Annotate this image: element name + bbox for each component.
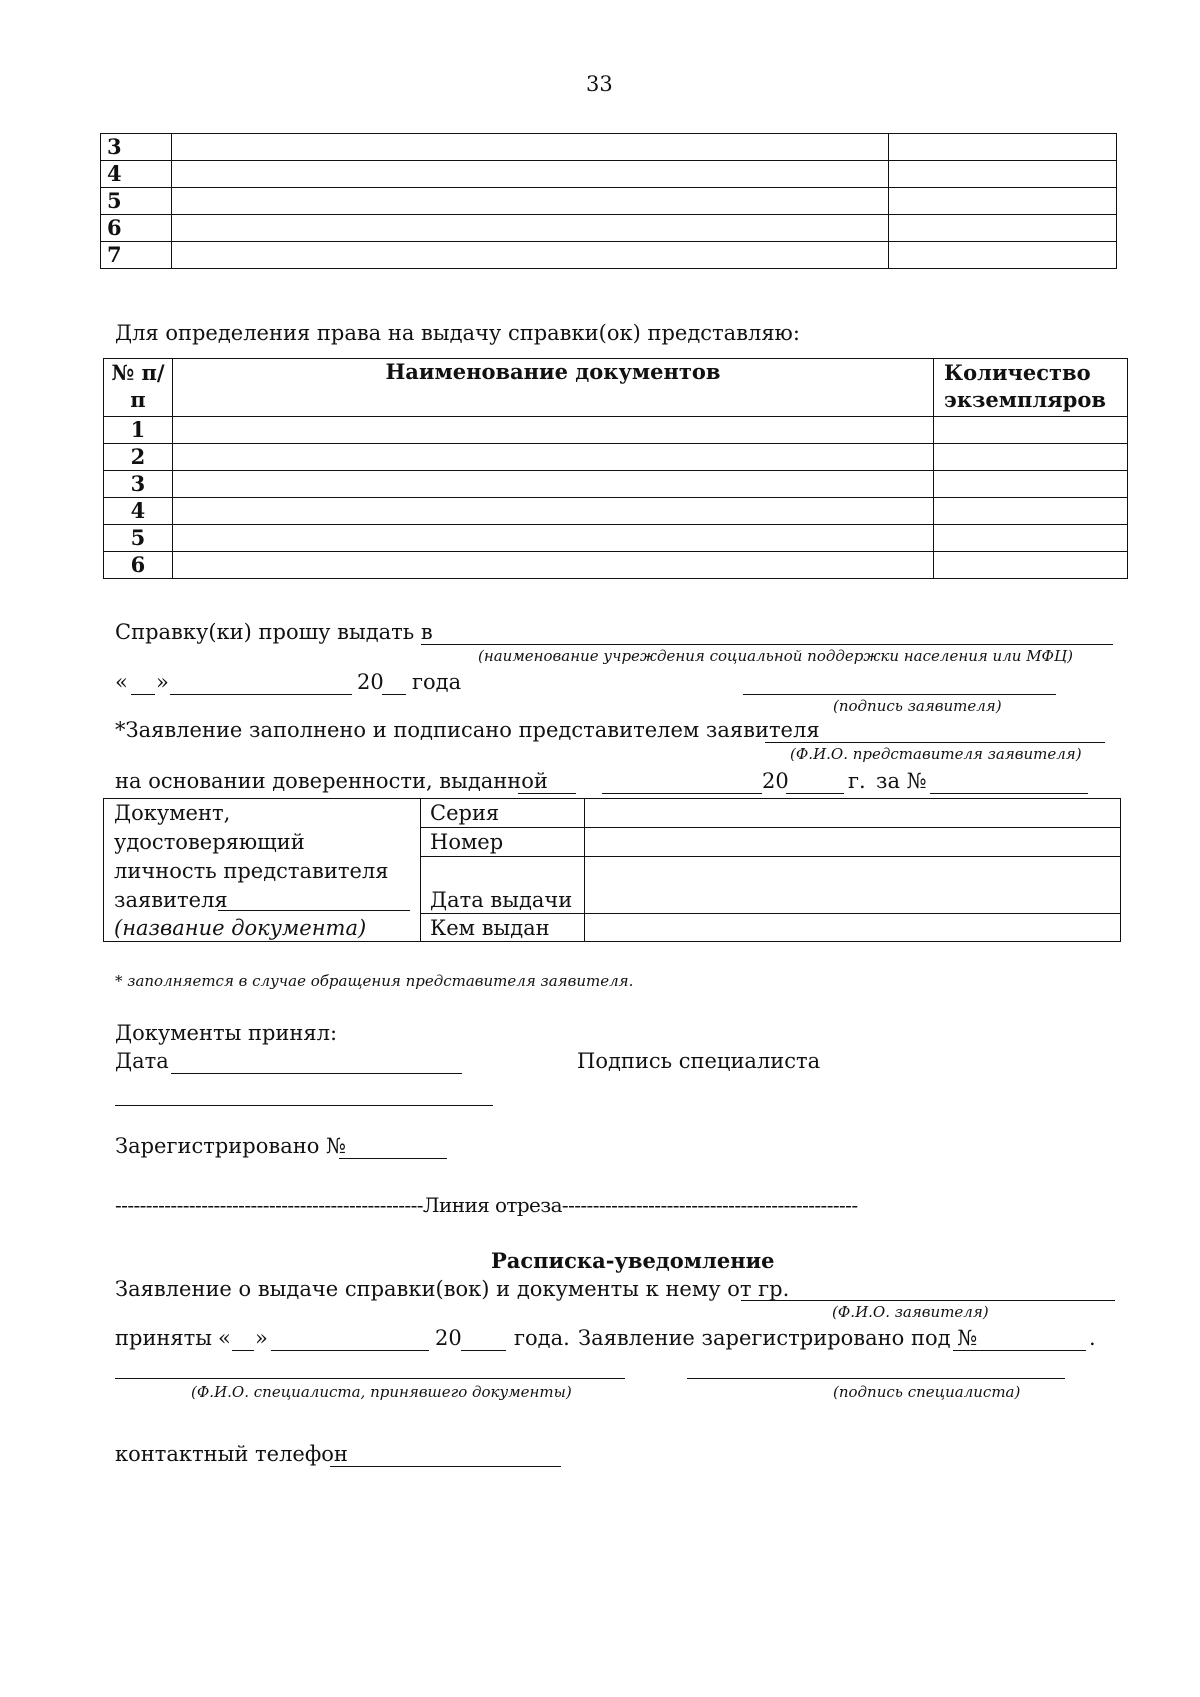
phone-field[interactable] [330, 1466, 561, 1467]
proxy-year-field[interactable] [786, 793, 844, 794]
receipt-month-field[interactable] [271, 1350, 429, 1351]
series-field[interactable] [586, 799, 1120, 826]
representative-fio-field[interactable] [765, 742, 1105, 743]
receipt-quote-close: » [255, 1326, 268, 1350]
proxy-label: на основании доверенности, выданной [115, 769, 548, 793]
specialist-signature-field[interactable] [115, 1105, 493, 1106]
registered-label: Зарегистрировано № [115, 1134, 346, 1158]
receipt-registration-number-field[interactable] [953, 1350, 1086, 1351]
table-row-number: 5 [104, 525, 173, 552]
table-cell[interactable] [934, 525, 1128, 552]
receipt-registered-text: Заявление зарегистрировано под № [578, 1326, 978, 1350]
number-label: Номер [430, 830, 504, 854]
table-row-number: 2 [104, 444, 173, 471]
table-cell[interactable] [934, 552, 1128, 579]
day-field[interactable] [131, 694, 155, 695]
representative-fio-caption: (Ф.И.О. представителя заявителя) [790, 745, 1082, 763]
table-row-number: 6 [101, 215, 172, 242]
table-row-number: 1 [104, 417, 173, 444]
month-field[interactable] [170, 694, 352, 695]
table-cell[interactable] [889, 242, 1117, 269]
proxy-month-field[interactable] [602, 793, 762, 794]
page-number: 33 [586, 72, 613, 96]
receipt-year-prefix: 20 [435, 1326, 462, 1350]
proxy-year-suffix: г. [848, 769, 866, 793]
representative-statement: *Заявление заполнено и подписано представителем заявителя [115, 718, 820, 742]
quote-open: « [115, 670, 128, 694]
table-cell[interactable] [172, 552, 933, 579]
year-prefix: 20 [357, 670, 384, 694]
issue-label: Справку(ки) прошу выдать в [115, 620, 433, 644]
proxy-number-label: за № [876, 769, 927, 793]
divider [420, 856, 1120, 857]
phone-label: контактный телефон [115, 1442, 348, 1466]
id-doc-label-line2: удостоверяющий [114, 830, 305, 854]
footnote: * заполняется в случае обращения представителя заявителя. [115, 972, 634, 990]
table-row-number: 4 [104, 498, 173, 525]
table-cell[interactable] [934, 498, 1128, 525]
header-name: Наименование документов [172, 359, 933, 417]
receipt-day-field[interactable] [232, 1350, 254, 1351]
table-cell[interactable] [171, 215, 888, 242]
issued-by-field[interactable] [586, 915, 1120, 941]
table-cell[interactable] [171, 242, 888, 269]
registration-number-field[interactable] [339, 1158, 447, 1159]
table-cell[interactable] [171, 161, 888, 188]
table-cell[interactable] [889, 134, 1117, 161]
divider [420, 827, 1120, 828]
proxy-day-field[interactable] [518, 793, 576, 794]
quote-close: » [156, 670, 169, 694]
receipt-year-field[interactable] [461, 1350, 506, 1351]
divider [420, 799, 421, 941]
id-doc-label-line1: Документ, [114, 801, 231, 825]
id-doc-label-line4: заявителя [114, 888, 228, 912]
accepted-date-field[interactable] [171, 1073, 462, 1074]
continuation-table [100, 133, 1117, 269]
divider [420, 913, 1120, 914]
divider [584, 799, 585, 941]
table-cell[interactable] [172, 498, 933, 525]
applicant-signature-field[interactable] [743, 694, 1056, 695]
receipt-period: . [1089, 1326, 1096, 1350]
table-cell[interactable] [889, 188, 1117, 215]
applicant-fio-caption: (Ф.И.О. заявителя) [832, 1303, 989, 1321]
receipt-specialist-signature-caption: (подпись специалиста) [833, 1383, 1021, 1401]
table-cell[interactable] [889, 215, 1117, 242]
documents-table [103, 358, 1128, 579]
receipt-line1: Заявление о выдаче справки(вок) и документы к нему от гр. [115, 1277, 790, 1301]
receipt-specialist-fio-field[interactable] [115, 1378, 625, 1379]
receipt-specialist-signature-field[interactable] [687, 1378, 1065, 1379]
table-cell[interactable] [934, 471, 1128, 498]
table-cell[interactable] [172, 417, 933, 444]
table-row-number: 7 [101, 242, 172, 269]
id-doc-caption: (название документа) [114, 916, 367, 940]
header-qty: Количество экземпляров [934, 359, 1128, 417]
institution-caption: (наименование учреждения социальной поддержки населения или МФЦ) [478, 647, 1073, 665]
cut-line: --------------------------------------------------Линия отреза------------------------------------------------ [115, 1193, 858, 1217]
receipt-year-suffix: года. [514, 1326, 570, 1350]
issue-date-field[interactable] [586, 858, 1120, 912]
institution-field[interactable] [421, 644, 1113, 645]
applicant-signature-caption: (подпись заявителя) [833, 697, 1002, 715]
table-cell[interactable] [934, 444, 1128, 471]
table-cell[interactable] [172, 525, 933, 552]
accepted-title: Документы принял: [115, 1021, 338, 1045]
id-doc-name-field[interactable] [218, 910, 410, 911]
table-row-number: 5 [101, 188, 172, 215]
table-cell[interactable] [172, 471, 933, 498]
receipt-quote-open: « [218, 1326, 231, 1350]
number-field[interactable] [586, 829, 1120, 855]
year-suffix: года [412, 670, 462, 694]
header-num: № п/п [104, 359, 173, 417]
receipt-specialist-fio-caption: (Ф.И.О. специалиста, принявшего документы) [191, 1383, 572, 1401]
applicant-fio-field[interactable] [741, 1300, 1115, 1301]
id-doc-label-line3: личность представителя [114, 859, 389, 883]
accepted-date-label: Дата [115, 1049, 169, 1073]
table-row-number: 6 [104, 552, 173, 579]
issued-by-label: Кем выдан [430, 916, 550, 940]
year-field[interactable] [382, 694, 406, 695]
series-label: Серия [430, 801, 500, 825]
specialist-signature-label: Подпись специалиста [577, 1049, 821, 1073]
table-cell[interactable] [171, 188, 888, 215]
table-cell[interactable] [889, 161, 1117, 188]
table-row-number: 3 [101, 134, 172, 161]
proxy-year-prefix: 20 [762, 769, 789, 793]
table-cell[interactable] [171, 134, 888, 161]
table-row-number: 4 [101, 161, 172, 188]
receipt-title: Расписка-уведомление [491, 1248, 775, 1273]
table-cell[interactable] [172, 444, 933, 471]
intro-text: Для определения права на выдачу справки(ок) представляю: [115, 321, 800, 345]
proxy-number-field[interactable] [930, 793, 1088, 794]
table-row-number: 3 [104, 471, 173, 498]
accepted-word: приняты [115, 1326, 213, 1350]
table-cell[interactable] [934, 417, 1128, 444]
id-document-table [103, 798, 1121, 942]
issue-date-label: Дата выдачи [430, 888, 573, 912]
